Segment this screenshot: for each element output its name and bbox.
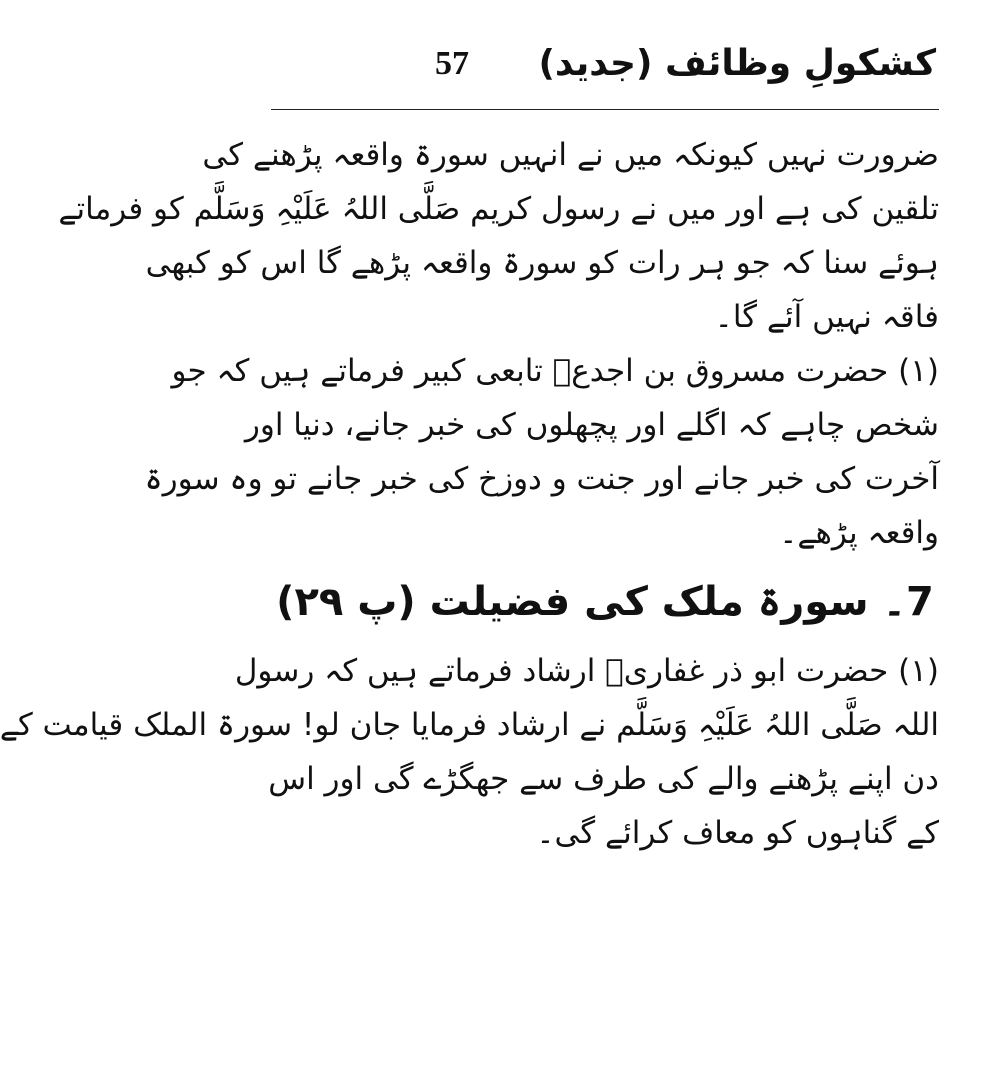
text-line: آخرت کی خبر جانے اور جنت و دوزخ کی خبر جانے تو وہ سورۃ <box>144 461 939 497</box>
section-heading: 7۔ سورۃ ملک کی فضیلت (پ ۲۹) <box>276 579 934 625</box>
text-line: ضرورت نہیں کیونکہ میں نے انہیں سورۃ واقعہ پڑھنے کی <box>202 137 939 173</box>
text-line: (۱) حضرت مسروق بن اجدعؒ تابعی کبیر فرماتے ہیں کہ جو <box>171 353 939 389</box>
text-line: شخص چاہے کہ اگلے اور پچھلوں کی خبر جانے، دنیا اور <box>244 407 939 443</box>
page-number: 57 <box>435 45 469 82</box>
text-line: تلقین کی ہے اور میں نے رسول کریم صَلَّی اللہُ عَلَیْہِ وَسَلَّم کو فرماتے <box>58 191 939 227</box>
paragraph <box>58 128 939 344</box>
text-line: اللہ صَلَّی اللہُ عَلَیْہِ وَسَلَّم نے ارشاد فرمایا جان لو! سورۃ الملک قیامت کے <box>0 707 939 743</box>
paragraph <box>144 344 939 560</box>
text-line: فاقہ نہیں آئے گا۔ <box>714 299 939 335</box>
page-body <box>0 128 939 860</box>
header-divider <box>271 109 939 110</box>
text-line: دن اپنے پڑھنے والے کی طرف سے جھگڑے گی اور اس <box>268 761 939 797</box>
text-line: (۱) حضرت ابو ذر غفاریؓ ارشاد فرماتے ہیں کہ رسول <box>234 653 939 689</box>
text-line: کے گناہوں کو معاف کرائے گی۔ <box>536 815 939 851</box>
paragraph <box>0 644 939 860</box>
book-title: کشکولِ وظائف (جدید) <box>538 43 936 84</box>
page-header <box>287 34 936 94</box>
text-line: واقعہ پڑھے۔ <box>779 515 939 551</box>
text-line: ہوئے سنا کہ جو ہر رات کو سورۃ واقعہ پڑھے گا اس کو کبھی <box>145 245 939 281</box>
